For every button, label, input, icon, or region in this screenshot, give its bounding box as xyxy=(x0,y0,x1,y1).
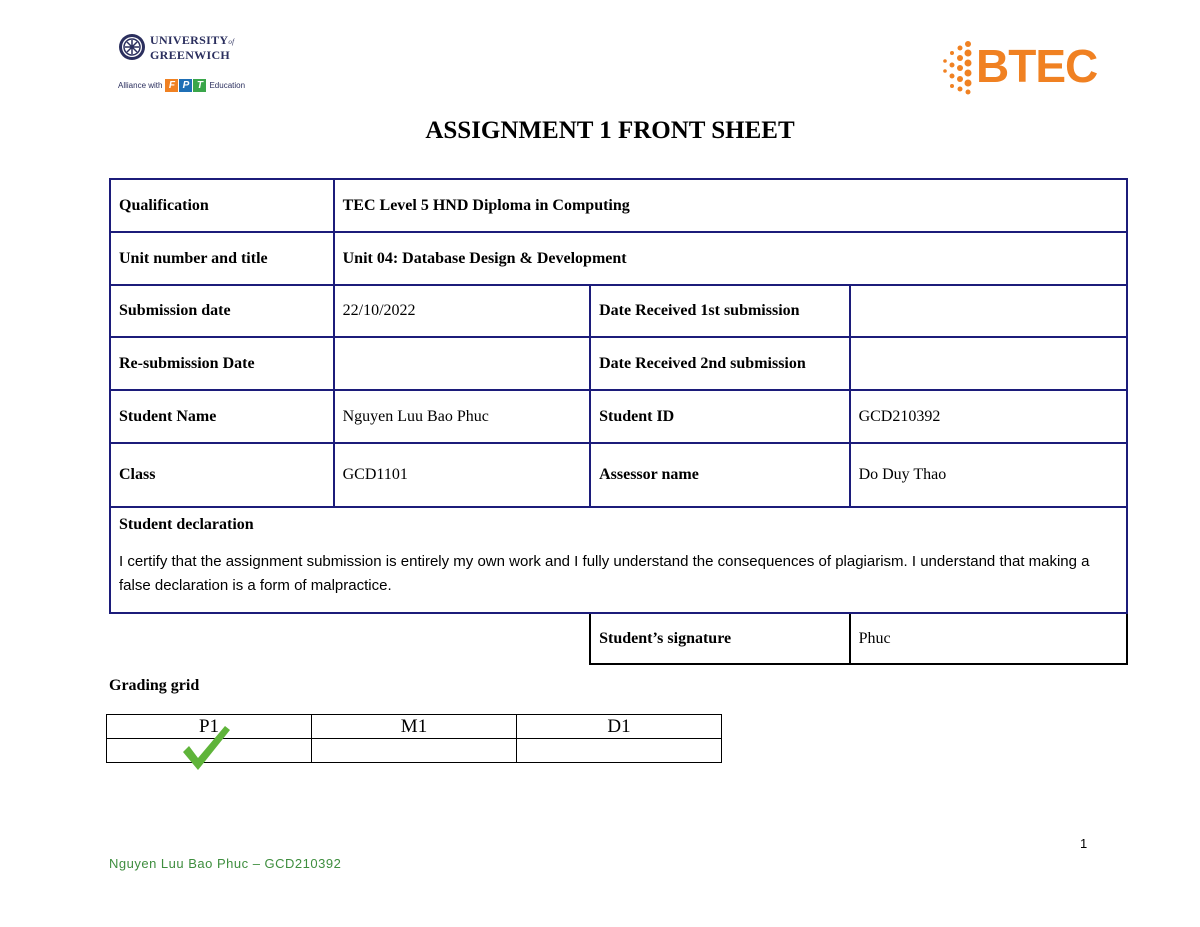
unit-value: Unit 04: Database Design & Development xyxy=(334,232,1127,285)
qualification-label: Qualification xyxy=(110,179,334,232)
btec-dots-icon xyxy=(938,36,976,96)
checkmark-icon xyxy=(181,724,231,772)
declaration-heading: Student declaration xyxy=(119,516,254,533)
signature-label: Student’s signature xyxy=(590,613,849,664)
row-student xyxy=(110,390,1127,443)
university-name-of: of xyxy=(228,38,235,46)
student-id-label: Student ID xyxy=(590,390,849,443)
declaration-cell xyxy=(110,507,1127,613)
submission-date-value: 22/10/2022 xyxy=(334,285,590,337)
assessor-value: Do Duy Thao xyxy=(850,443,1127,507)
signature-spacer xyxy=(110,613,590,664)
grade-cell-d1 xyxy=(517,739,722,763)
row-class xyxy=(110,443,1127,507)
footer-text: Nguyen Luu Bao Phuc – GCD210392 xyxy=(109,856,342,871)
student-id-value: GCD210392 xyxy=(850,390,1127,443)
row-unit xyxy=(110,232,1127,285)
resubmission-date-value xyxy=(334,337,590,390)
fpt-letter-p: P xyxy=(179,79,192,92)
date-received-2-label: Date Received 2nd submission xyxy=(590,337,849,390)
front-sheet-table xyxy=(109,178,1128,665)
alliance-text: Alliance with xyxy=(118,81,163,90)
student-name-label: Student Name xyxy=(110,390,334,443)
grade-header-m1: M1 xyxy=(312,715,517,739)
date-received-2-value xyxy=(850,337,1127,390)
unit-label: Unit number and title xyxy=(110,232,334,285)
university-name-line2: GREENWICH xyxy=(150,48,231,62)
student-name-value: Nguyen Luu Bao Phuc xyxy=(334,390,590,443)
page-number: 1 xyxy=(1080,836,1088,851)
fpt-letter-t: T xyxy=(193,79,206,92)
date-received-1-value xyxy=(850,285,1127,337)
university-of-greenwich-logo xyxy=(118,33,258,93)
row-qualification xyxy=(110,179,1127,232)
date-received-1-label: Date Received 1st submission xyxy=(590,285,849,337)
signature-value: Phuc xyxy=(850,613,1127,664)
declaration-text: I certify that the assignment submission is entirely my own work and I fully understand the consequences of plagiarism. I understand that making a false declaration is a form of malpractice. xyxy=(119,553,1090,594)
university-name xyxy=(150,34,234,62)
btec-wordmark: BTEC xyxy=(976,40,1098,92)
page-title: ASSIGNMENT 1 FRONT SHEET xyxy=(425,117,795,144)
grade-header-p1: P1 xyxy=(107,715,312,739)
btec-logo xyxy=(938,36,1123,96)
fpt-logo xyxy=(165,79,206,92)
education-text: Education xyxy=(209,81,246,90)
grade-cell-m1 xyxy=(312,739,517,763)
row-submission xyxy=(110,285,1127,337)
university-name-line1: UNIVERSITY xyxy=(150,33,229,47)
row-signature xyxy=(110,613,1127,664)
class-value: GCD1101 xyxy=(334,443,590,507)
university-seal-icon xyxy=(118,33,146,61)
fpt-letter-f: F xyxy=(165,79,178,92)
grading-grid-title: Grading grid xyxy=(109,677,200,694)
resubmission-date-label: Re-submission Date xyxy=(110,337,334,390)
submission-date-label: Submission date xyxy=(110,285,334,337)
qualification-value: TEC Level 5 HND Diploma in Computing xyxy=(334,179,1127,232)
row-declaration xyxy=(110,507,1127,613)
assessor-label: Assessor name xyxy=(590,443,849,507)
alliance-line xyxy=(118,79,245,92)
row-resubmission xyxy=(110,337,1127,390)
class-label: Class xyxy=(110,443,334,507)
grade-header-d1: D1 xyxy=(517,715,722,739)
